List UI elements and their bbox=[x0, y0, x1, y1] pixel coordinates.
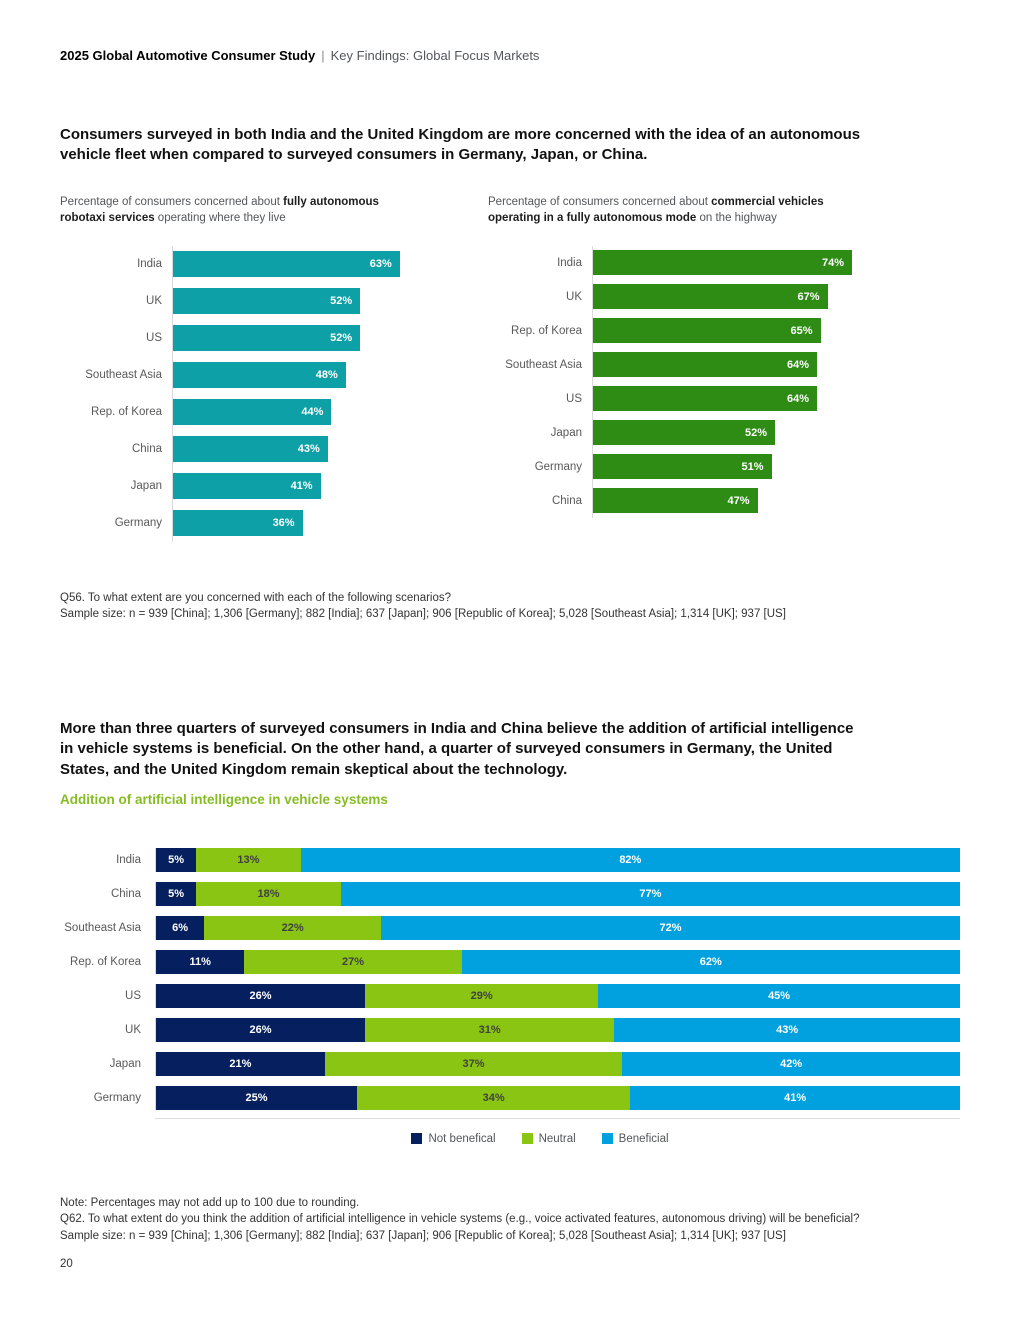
value-label: 21% bbox=[229, 1057, 252, 1070]
value-label: 72% bbox=[659, 921, 682, 934]
document-header bbox=[60, 48, 960, 63]
header-divider: | bbox=[321, 48, 325, 63]
header-subtitle: Key Findings: Global Focus Markets bbox=[330, 48, 540, 63]
stacked-bar-row bbox=[60, 979, 960, 1013]
bar-row bbox=[488, 314, 960, 348]
value-label: 65% bbox=[790, 324, 813, 337]
stacked-bar bbox=[155, 916, 960, 940]
stacked-bar bbox=[155, 950, 960, 974]
bar-row bbox=[60, 246, 460, 283]
bar bbox=[173, 288, 360, 314]
autonomy-footnote bbox=[60, 590, 960, 623]
bar-zone bbox=[592, 450, 960, 484]
value-label: 26% bbox=[249, 989, 272, 1002]
value-label: 37% bbox=[462, 1057, 485, 1070]
bar bbox=[173, 473, 321, 499]
category-label: US bbox=[566, 392, 582, 405]
legend-swatch bbox=[602, 1133, 613, 1144]
category-label: US bbox=[125, 989, 141, 1002]
autonomy-charts-row bbox=[60, 194, 960, 542]
page-number: 20 bbox=[60, 1258, 73, 1270]
ai-heading: More than three quarters of surveyed consumers in India and China believe the addition of artificial intelligence in vehicle systems is beneficial. On the other hand, a quarter of surveyed consumers in Germany, the United States, and the United Kingdom remain skeptical about the technology. bbox=[60, 720, 854, 778]
value-label: 26% bbox=[249, 1023, 272, 1036]
bar bbox=[593, 352, 817, 377]
bar-zone bbox=[592, 382, 960, 416]
segment-beneficial bbox=[614, 1018, 960, 1042]
value-label: 11% bbox=[189, 955, 211, 968]
category-label: UK bbox=[125, 1023, 141, 1036]
bar bbox=[593, 284, 828, 309]
bar bbox=[593, 250, 852, 275]
bar bbox=[593, 420, 775, 445]
segment-neutral bbox=[365, 984, 598, 1008]
value-label: 74% bbox=[821, 256, 844, 269]
value-label: 43% bbox=[776, 1023, 799, 1036]
category-label: Germany bbox=[93, 1091, 141, 1104]
chart-baseline bbox=[155, 1118, 960, 1119]
segment-beneficial bbox=[462, 950, 960, 974]
value-label: 5% bbox=[168, 887, 185, 900]
bar-row bbox=[488, 450, 960, 484]
value-label: 42% bbox=[780, 1057, 803, 1070]
bar-zone bbox=[172, 283, 460, 320]
value-label: 18% bbox=[257, 887, 280, 900]
segment-neutral bbox=[196, 848, 301, 872]
bar bbox=[173, 251, 400, 277]
value-label: 44% bbox=[301, 406, 324, 419]
category-label: UK bbox=[146, 295, 162, 308]
value-label: 22% bbox=[281, 921, 304, 934]
segment-neutral bbox=[244, 950, 461, 974]
segment-not-benefical bbox=[156, 984, 365, 1008]
segment-beneficial bbox=[630, 1086, 960, 1110]
value-label: 6% bbox=[172, 921, 189, 934]
robotaxi-chart-subtitle bbox=[60, 194, 400, 226]
footnote-sample-size: Sample size: n = 939 [China]; 1,306 [Germany]; 882 [India]; 637 [Japan]; 906 [Republic of Korea]; 5,028 [Southeast Asia]; 1,314 [UK]; 937 [US] bbox=[60, 1230, 786, 1243]
category-label: Rep. of Korea bbox=[91, 406, 162, 419]
segment-beneficial bbox=[301, 848, 960, 872]
bar-row bbox=[60, 505, 460, 542]
value-label: 62% bbox=[699, 955, 722, 968]
ai-section bbox=[60, 719, 960, 1245]
autonomy-heading: Consumers surveyed in both India and the United Kingdom are more concerned with the idea of an autonomous vehicle fleet when compared to surveyed consumers in Germany, Japan, or China. bbox=[60, 126, 861, 164]
value-label: 82% bbox=[619, 853, 642, 866]
category-label: India bbox=[557, 256, 582, 269]
bar bbox=[593, 488, 758, 513]
ai-stacked-chart bbox=[60, 843, 960, 1145]
stacked-bar-row bbox=[60, 945, 960, 979]
footnote-question: Q56. To what extent are you concerned with each of the following scenarios? bbox=[60, 591, 452, 604]
stacked-bar-row bbox=[60, 877, 960, 911]
value-label: 43% bbox=[297, 443, 320, 456]
ai-stacked-chart-rows bbox=[60, 843, 960, 1115]
bar-row bbox=[488, 348, 960, 382]
commercial-av-chart-bars bbox=[488, 246, 960, 518]
category-label: China bbox=[110, 887, 141, 900]
category-label: India bbox=[137, 258, 162, 271]
bar-row bbox=[60, 283, 460, 320]
legend-swatch bbox=[411, 1133, 422, 1144]
segment-beneficial bbox=[598, 984, 960, 1008]
category-label: Rep. of Korea bbox=[70, 955, 141, 968]
segment-beneficial bbox=[381, 916, 960, 940]
bar bbox=[173, 399, 331, 425]
footnote-rounding-note: Note: Percentages may not add up to 100 due to rounding. bbox=[60, 1196, 360, 1209]
bar-row bbox=[60, 357, 460, 394]
subtitle-prefix: Percentage of consumers concerned about bbox=[488, 195, 712, 208]
bar-row bbox=[60, 394, 460, 431]
value-label: 5% bbox=[168, 853, 185, 866]
value-label: 47% bbox=[727, 494, 750, 507]
category-label: Southeast Asia bbox=[505, 358, 582, 371]
stacked-bar bbox=[155, 848, 960, 872]
value-label: 52% bbox=[744, 426, 767, 439]
subtitle-bold: commercial vehicles operating in a fully autonomous mode bbox=[488, 195, 824, 224]
category-label: India bbox=[116, 853, 141, 866]
category-label: Germany bbox=[114, 517, 162, 530]
segment-not-benefical bbox=[156, 950, 244, 974]
footnote-question: Q62. To what extent do you think the addition of artificial intelligence in vehicle systems (e.g., voice activated features, autonomous driving) will be beneficial? bbox=[60, 1213, 860, 1226]
value-label: 52% bbox=[330, 332, 353, 345]
segment-beneficial bbox=[341, 882, 960, 906]
subtitle-bold: fully autonomous robotaxi services bbox=[60, 195, 379, 224]
legend-item bbox=[411, 1133, 495, 1145]
value-label: 41% bbox=[290, 480, 313, 493]
stacked-bar-row bbox=[60, 1047, 960, 1081]
category-label: Southeast Asia bbox=[85, 369, 162, 382]
legend-label: Neutral bbox=[538, 1132, 576, 1145]
stacked-bar bbox=[155, 1018, 960, 1042]
autonomy-section bbox=[60, 125, 960, 623]
stacked-bar-row bbox=[60, 843, 960, 877]
chart-legend bbox=[120, 1133, 960, 1145]
bar-zone bbox=[172, 431, 460, 468]
bar-zone bbox=[592, 246, 960, 280]
legend-item bbox=[602, 1133, 669, 1145]
study-title: 2025 Global Automotive Consumer Study bbox=[60, 48, 316, 63]
bar bbox=[173, 362, 346, 388]
bar bbox=[173, 510, 303, 536]
category-label: UK bbox=[566, 290, 582, 303]
segment-not-benefical bbox=[156, 1052, 325, 1076]
subtitle-suffix: operating where they live bbox=[154, 211, 286, 224]
value-label: 27% bbox=[341, 955, 364, 968]
value-label: 64% bbox=[786, 358, 809, 371]
category-label: China bbox=[551, 494, 582, 507]
subtitle-prefix: Percentage of consumers concerned about bbox=[60, 195, 284, 208]
stacked-bar-row bbox=[60, 911, 960, 945]
bar-zone bbox=[592, 280, 960, 314]
segment-not-benefical bbox=[156, 1086, 357, 1110]
bar bbox=[173, 436, 328, 462]
value-label: 34% bbox=[482, 1091, 505, 1104]
category-label: Rep. of Korea bbox=[511, 324, 582, 337]
robotaxi-chart bbox=[60, 194, 460, 542]
bar-row bbox=[488, 382, 960, 416]
bar-row bbox=[488, 246, 960, 280]
stacked-bar bbox=[155, 1086, 960, 1110]
value-label: 51% bbox=[741, 460, 764, 473]
segment-beneficial bbox=[622, 1052, 960, 1076]
subtitle-suffix: on the highway bbox=[696, 211, 777, 224]
segment-neutral bbox=[357, 1086, 630, 1110]
category-label: Japan bbox=[109, 1057, 141, 1070]
bar bbox=[593, 454, 772, 479]
value-label: 48% bbox=[315, 369, 338, 382]
stacked-bar-row bbox=[60, 1081, 960, 1115]
commercial-av-chart bbox=[488, 194, 960, 542]
bar bbox=[173, 325, 360, 351]
commercial-av-chart-subtitle bbox=[488, 194, 840, 226]
bar-zone bbox=[172, 246, 460, 283]
value-label: 36% bbox=[272, 517, 295, 530]
value-label: 29% bbox=[470, 989, 493, 1002]
segment-neutral bbox=[204, 916, 381, 940]
category-label: Germany bbox=[534, 460, 582, 473]
category-label: US bbox=[146, 332, 162, 345]
value-label: 67% bbox=[797, 290, 820, 303]
legend-label: Not benefical bbox=[428, 1132, 496, 1145]
stacked-bar bbox=[155, 984, 960, 1008]
bar bbox=[593, 386, 817, 411]
segment-not-benefical bbox=[156, 916, 204, 940]
value-label: 63% bbox=[369, 258, 392, 271]
bar-zone bbox=[592, 314, 960, 348]
value-label: 25% bbox=[245, 1091, 268, 1104]
segment-not-benefical bbox=[156, 1018, 365, 1042]
stacked-bar bbox=[155, 1052, 960, 1076]
segment-not-benefical bbox=[156, 882, 196, 906]
bar-row bbox=[488, 484, 960, 518]
stacked-bar-row bbox=[60, 1013, 960, 1047]
bar-zone bbox=[172, 468, 460, 505]
bar-row bbox=[60, 320, 460, 357]
bar-row bbox=[488, 416, 960, 450]
ai-footnote bbox=[60, 1195, 960, 1245]
segment-not-benefical bbox=[156, 848, 196, 872]
category-label: China bbox=[131, 443, 162, 456]
value-label: 31% bbox=[478, 1023, 501, 1036]
value-label: 13% bbox=[237, 853, 260, 866]
bar-row bbox=[60, 431, 460, 468]
category-label: Southeast Asia bbox=[64, 921, 141, 934]
bar-zone bbox=[592, 348, 960, 382]
value-label: 45% bbox=[768, 989, 791, 1002]
bar-zone bbox=[172, 505, 460, 542]
footnote-sample-size: Sample size: n = 939 [China]; 1,306 [Germany]; 882 [India]; 637 [Japan]; 906 [Republic of Korea]; 5,028 [Southeast Asia]; 1,314 [UK]; 937 [US] bbox=[60, 608, 786, 621]
category-label: Japan bbox=[550, 426, 582, 439]
legend-label: Beneficial bbox=[618, 1132, 669, 1145]
robotaxi-chart-bars bbox=[60, 246, 460, 542]
value-label: 64% bbox=[786, 392, 809, 405]
bar-zone bbox=[172, 357, 460, 394]
stacked-bar bbox=[155, 882, 960, 906]
value-label: 77% bbox=[639, 887, 662, 900]
segment-neutral bbox=[196, 882, 341, 906]
legend-swatch bbox=[522, 1133, 533, 1144]
bar-zone bbox=[592, 416, 960, 450]
segment-neutral bbox=[365, 1018, 614, 1042]
bar-zone bbox=[592, 484, 960, 518]
segment-neutral bbox=[325, 1052, 622, 1076]
bar-zone bbox=[172, 394, 460, 431]
bar-zone bbox=[172, 320, 460, 357]
bar-row bbox=[60, 468, 460, 505]
ai-chart-title: Addition of artificial intelligence in vehicle systems bbox=[60, 791, 388, 807]
legend-item bbox=[522, 1133, 576, 1145]
bar-row bbox=[488, 280, 960, 314]
bar bbox=[593, 318, 821, 343]
value-label: 52% bbox=[330, 295, 353, 308]
category-label: Japan bbox=[130, 480, 162, 493]
value-label: 41% bbox=[784, 1091, 807, 1104]
